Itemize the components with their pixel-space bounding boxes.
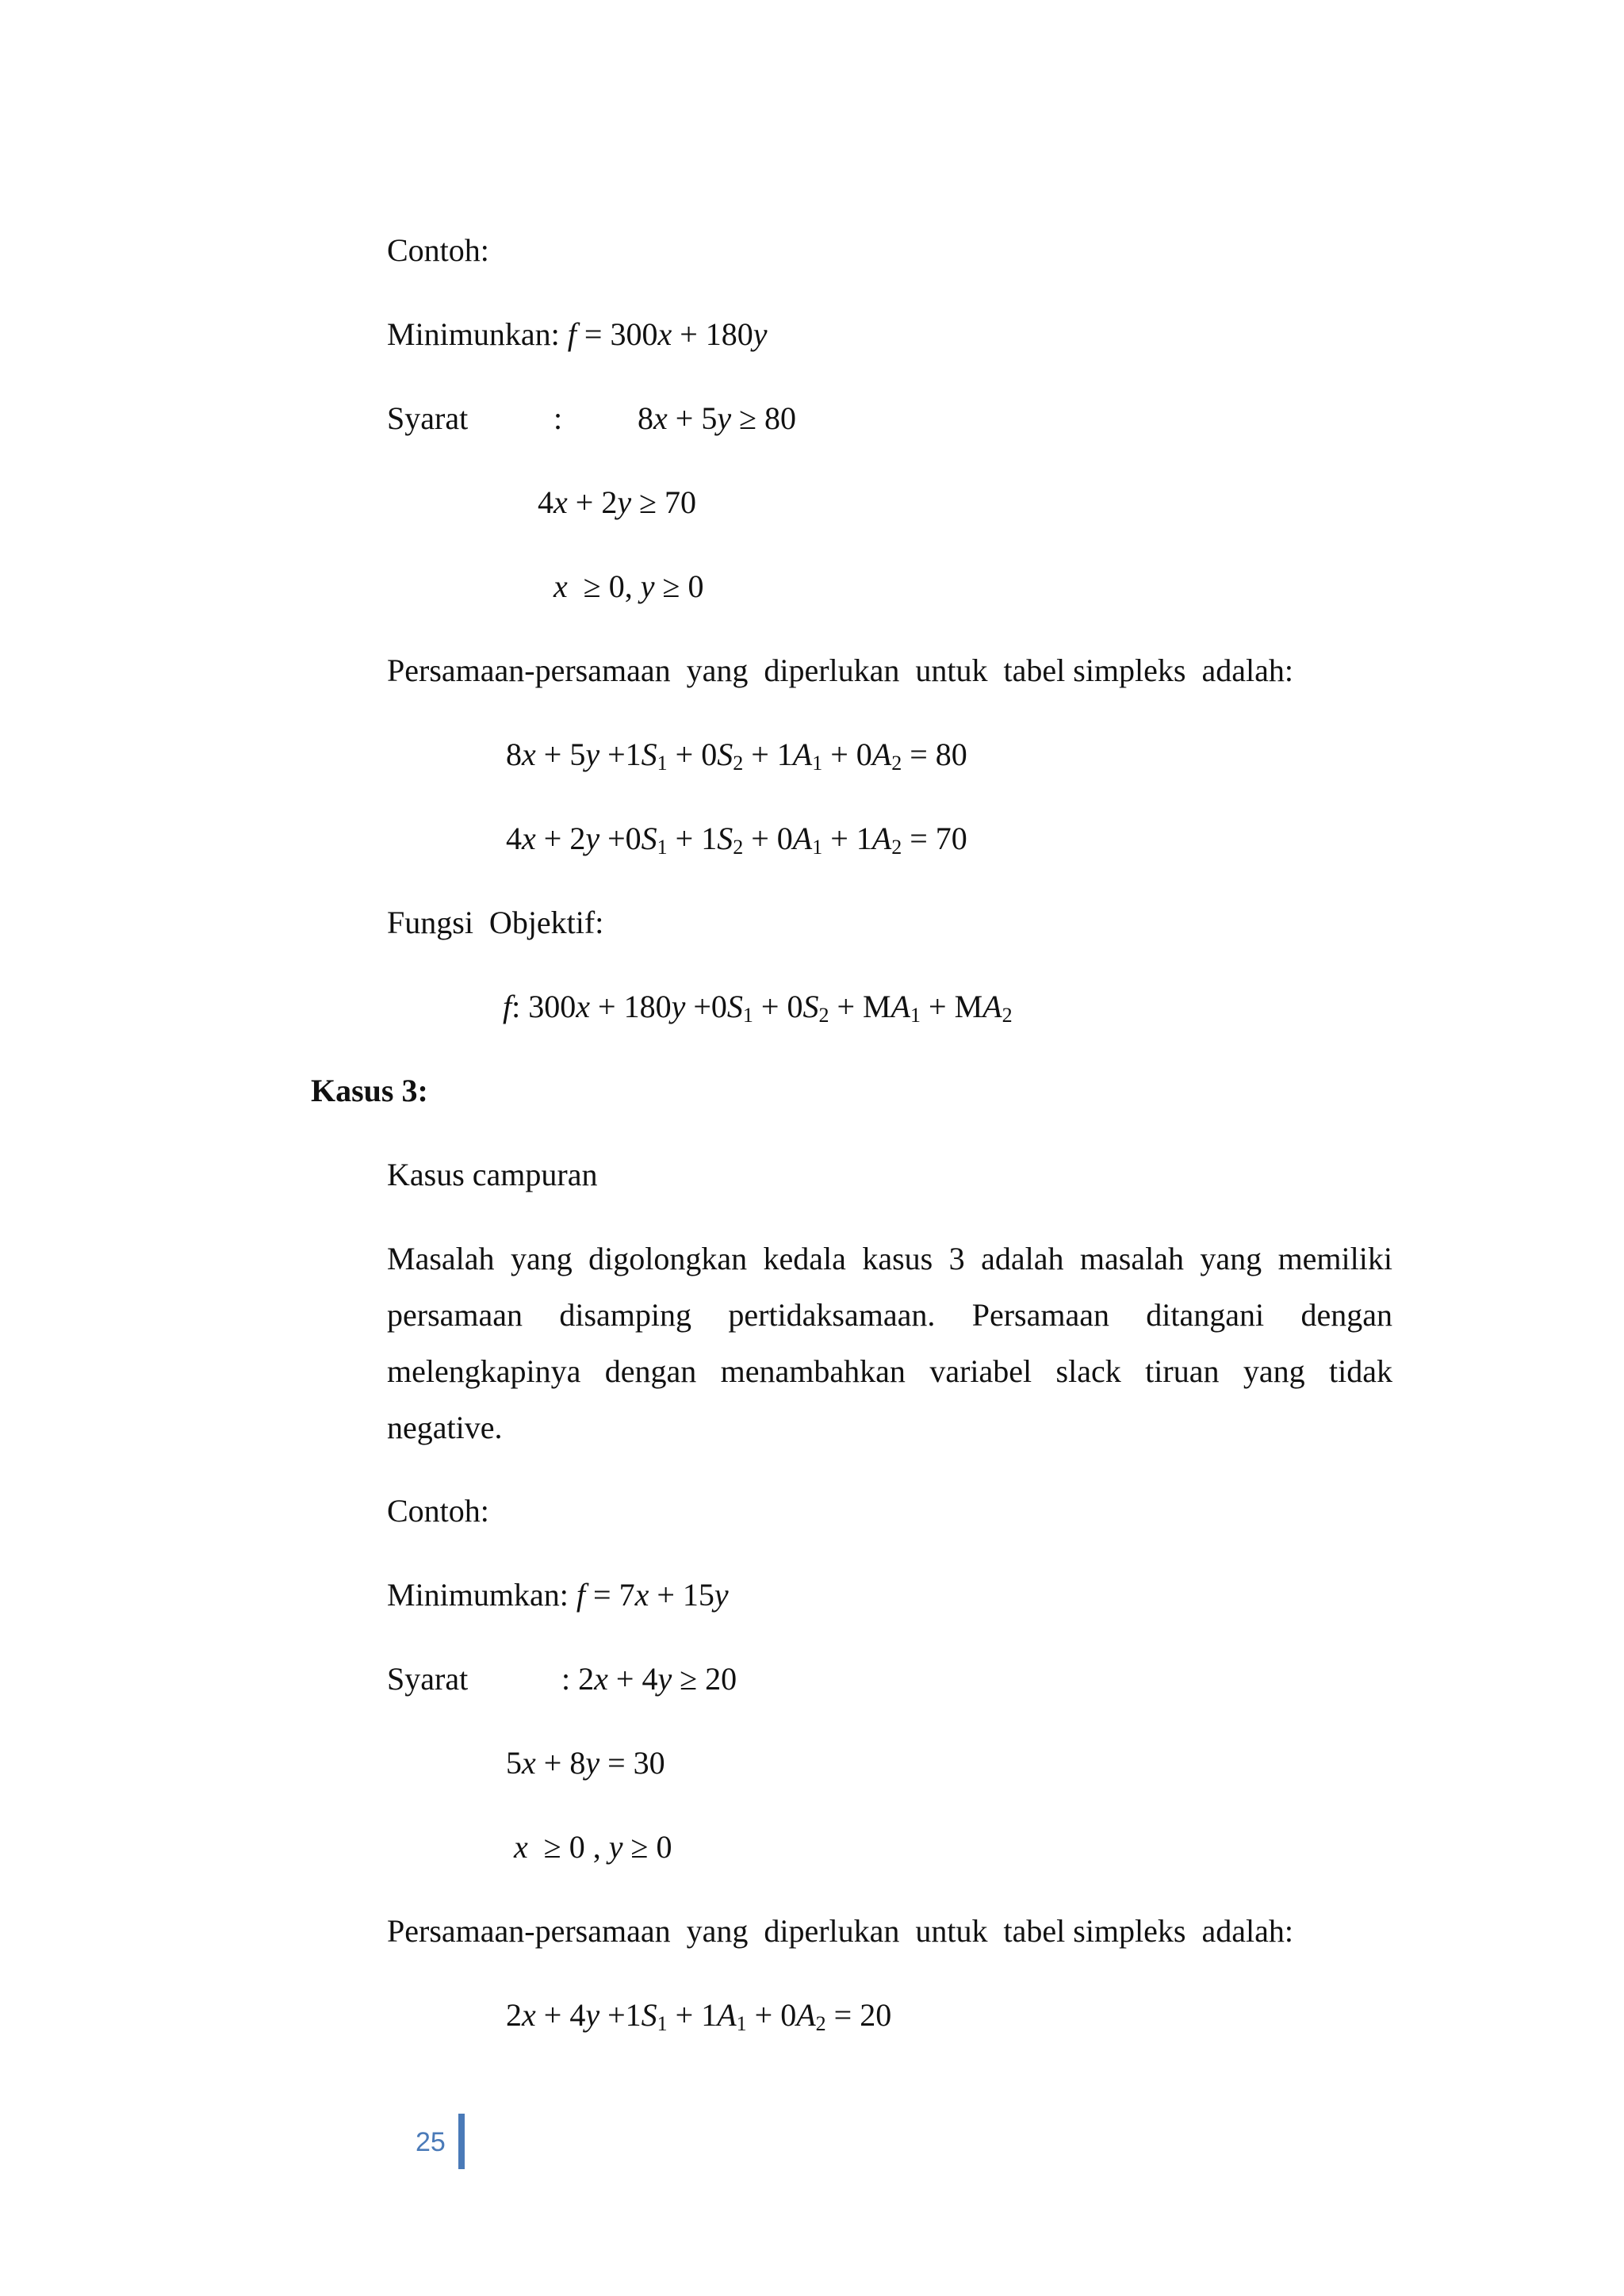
eq-part: + 5 — [535, 737, 586, 772]
eq-part: ≥ 0 — [622, 1829, 672, 1865]
subscript: 1 — [910, 1004, 921, 1027]
eq-part: 4 — [506, 821, 522, 856]
constraint-2 — [538, 482, 696, 523]
var-f: f — [503, 989, 512, 1024]
eq-part: ≥ 20 — [672, 1661, 737, 1697]
eq-part: +1 — [599, 737, 642, 772]
var-x: x — [522, 1745, 536, 1781]
var-x: x — [657, 316, 672, 352]
var-a: A — [871, 821, 892, 856]
eq-part: ≥ 80 — [731, 400, 797, 436]
var-a: A — [717, 1997, 737, 2033]
var-y: y — [657, 1661, 672, 1697]
section-heading-kasus-3: Kasus 3: — [311, 1073, 428, 1108]
var-x: x — [634, 1577, 649, 1613]
eq-part: + 1 — [822, 821, 872, 856]
var-y: y — [585, 1745, 600, 1781]
nonnegativity-2 — [514, 1827, 672, 1868]
eq-part: + 180 — [590, 989, 672, 1024]
var-x: x — [576, 989, 591, 1024]
eq-part: ≥ 0 , — [527, 1829, 609, 1865]
var-s: S — [641, 821, 657, 856]
subscript: 2 — [891, 752, 902, 775]
eq-part: 8 — [638, 400, 653, 436]
var-s: S — [726, 989, 743, 1024]
var-x: x — [553, 568, 568, 604]
subscript: 1 — [812, 752, 823, 775]
eq-part: = 300 — [576, 316, 658, 352]
var-y: y — [717, 400, 732, 436]
var-y: y — [671, 989, 686, 1024]
minimize-label: Minimumkan: — [387, 1577, 569, 1613]
var-y: y — [714, 1577, 729, 1613]
objective-minimize-1 — [387, 314, 768, 355]
eq-part: + 2 — [535, 821, 586, 856]
nonnegativity-1 — [553, 566, 703, 607]
var-y: y — [585, 821, 600, 856]
subscript: 1 — [812, 836, 823, 859]
subscript: 1 — [742, 1004, 753, 1027]
var-s: S — [802, 989, 819, 1024]
constraint-colon-1: : — [553, 400, 563, 436]
var-x: x — [553, 484, 568, 520]
eq-part: + 4 — [535, 1997, 586, 2033]
eq-part: = 80 — [902, 737, 967, 772]
var-x: x — [653, 400, 668, 436]
var-a: A — [871, 737, 892, 772]
eq-part: + M — [829, 989, 891, 1024]
var-s: S — [717, 821, 733, 856]
eq-part: + 0 — [746, 1997, 797, 2033]
eq-part: +0 — [599, 821, 642, 856]
var-y: y — [640, 568, 655, 604]
eq-part: +1 — [599, 1997, 642, 2033]
constraint-1 — [638, 398, 796, 439]
eq-part: + 8 — [535, 1745, 586, 1781]
page-number: 25 — [416, 2127, 446, 2157]
eq-part: + 1 — [667, 1997, 718, 2033]
var-y: y — [585, 1997, 600, 2033]
var-f: f — [567, 316, 576, 352]
var-s: S — [717, 737, 733, 772]
subscript: 2 — [733, 836, 744, 859]
page-number-bar — [458, 2114, 465, 2169]
subscript: 2 — [1002, 1004, 1013, 1027]
constraint-3 — [561, 1659, 737, 1700]
eq-part: + 1 — [667, 821, 718, 856]
subscript: 2 — [818, 1004, 829, 1027]
var-x: x — [522, 821, 536, 856]
var-y: y — [585, 737, 600, 772]
eq-part: ≥ 70 — [631, 484, 697, 520]
var-a: A — [792, 737, 813, 772]
example-label-1: Contoh: — [387, 232, 489, 268]
subscript: 1 — [736, 2012, 747, 2035]
var-a: A — [982, 989, 1002, 1024]
eq-part: = 20 — [825, 1997, 892, 2033]
eq-part: 5 — [506, 1745, 522, 1781]
subscript: 2 — [733, 752, 744, 775]
eq-part: +0 — [685, 989, 727, 1024]
var-x: x — [514, 1829, 528, 1865]
subscript: 1 — [657, 836, 668, 859]
eq-part: : 300 — [511, 989, 576, 1024]
simplex-equation-2 — [506, 818, 967, 859]
var-a: A — [796, 1997, 816, 2033]
eq-part: ≥ 0, — [567, 568, 641, 604]
var-x: x — [522, 1997, 536, 2033]
var-s: S — [641, 1997, 657, 2033]
var-y: y — [617, 484, 632, 520]
objective-minimize-2 — [387, 1575, 729, 1616]
var-y: y — [753, 316, 768, 352]
subscript: 1 — [657, 752, 668, 775]
simplex-equation-3 — [506, 1995, 891, 2036]
var-y: y — [608, 1829, 623, 1865]
minimize-label: Minimunkan: — [387, 316, 560, 352]
constraint-label-2: Syarat — [387, 1661, 469, 1697]
simplex-intro-2: Persamaan-persamaan yang diperlukan untuk tabel simpleks adalah: — [387, 1913, 1293, 1949]
subscript: 1 — [657, 2012, 668, 2035]
eq-part: = 7 — [585, 1577, 635, 1613]
eq-part: + 0 — [667, 737, 718, 772]
eq-part: 2 — [506, 1997, 522, 2033]
body-paragraph: Masalah yang digolongkan kedala kasus 3 adalah masalah yang memiliki persamaan disamping pertidaksamaan. Persamaan ditangani dengan melengkapinya dengan menambahkan variabel slack tiruan yang tidak negative. — [387, 1241, 1392, 1445]
eq-part: = 30 — [599, 1745, 665, 1781]
eq-part: 8 — [506, 737, 522, 772]
var-a: A — [792, 821, 813, 856]
eq-part: + 15 — [649, 1577, 714, 1613]
eq-part: + 5 — [667, 400, 718, 436]
objective-function-label: Fungsi Objektif: — [387, 905, 604, 940]
var-x: x — [522, 737, 536, 772]
var-a: A — [891, 989, 911, 1024]
eq-part: + 180 — [672, 316, 753, 352]
simplex-intro-1: Persamaan-persamaan yang diperlukan untuk tabel simpleks adalah: — [387, 652, 1293, 688]
eq-part: + 0 — [743, 821, 793, 856]
var-x: x — [594, 1661, 608, 1697]
eq-part: + 4 — [607, 1661, 658, 1697]
eq-part: + 0 — [753, 989, 803, 1024]
constraint-label-1: Syarat — [387, 400, 469, 436]
eq-part: + 1 — [743, 737, 793, 772]
eq-part: : 2 — [561, 1661, 595, 1697]
simplex-equation-1 — [506, 734, 967, 775]
eq-part: + 2 — [567, 484, 618, 520]
eq-part: ≥ 0 — [654, 568, 704, 604]
constraint-4 — [506, 1743, 665, 1784]
var-f: f — [576, 1577, 586, 1613]
subscript: 2 — [891, 836, 902, 859]
subheading-kasus-campuran: Kasus campuran — [387, 1157, 598, 1192]
eq-part: + M — [921, 989, 983, 1024]
var-s: S — [641, 737, 657, 772]
eq-part: 4 — [538, 484, 553, 520]
objective-function — [503, 986, 1013, 1027]
subscript: 2 — [815, 2012, 826, 2035]
example-label-2: Contoh: — [387, 1493, 489, 1529]
eq-part: = 70 — [902, 821, 967, 856]
eq-part: + 0 — [822, 737, 872, 772]
